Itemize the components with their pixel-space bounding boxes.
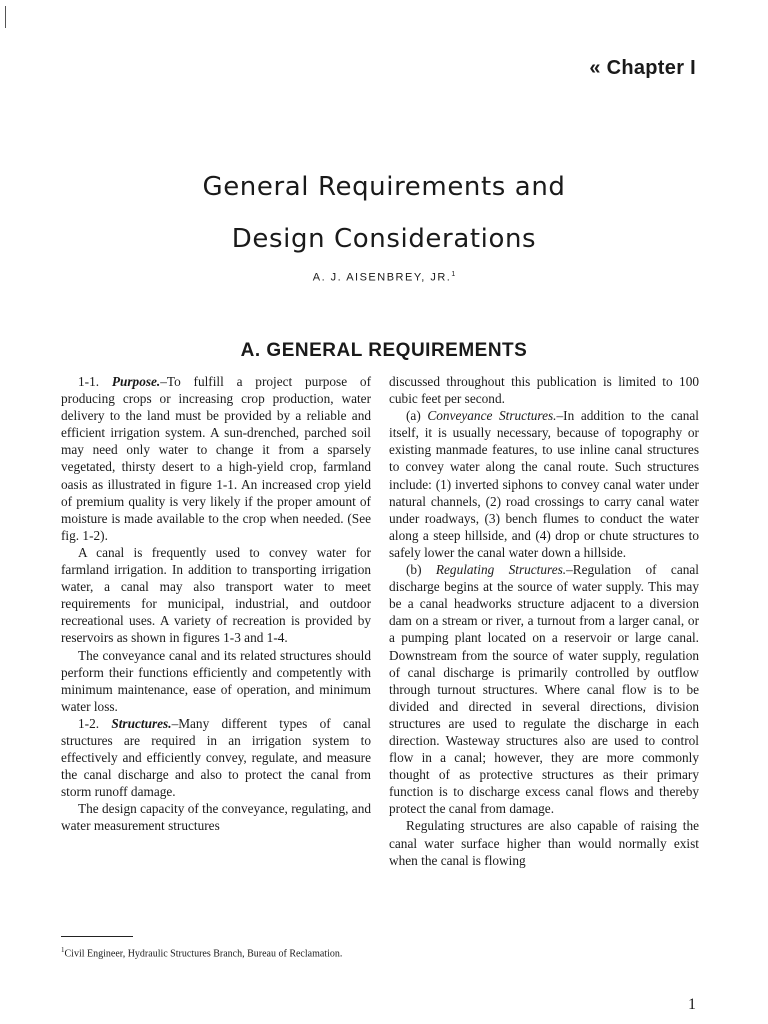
page-number: 1 [688, 996, 696, 1013]
paragraph-text: –Many different types of canal structures are required in an irrigation system to effectively and efficiently convey, regulate, and measure the canal discharge and also to protect the canal from storm runoff damage. [61, 715, 371, 800]
paragraph: The design capacity of the conveyance, regulating, and water measurement structures [61, 801, 371, 834]
section-heading: A. GENERAL REQUIREMENTS [240, 340, 528, 361]
footnote [61, 944, 371, 960]
item-label: (b) [406, 562, 422, 578]
item-label: (a) [406, 408, 421, 424]
paragraph: The conveyance canal and its related structures should perform their functions efficiently and competently with minimum maintenance, ease of operation, and minimum water loss. [61, 647, 371, 714]
paragraph-text: –In addition to the canal itself, it is usually necessary, because of topography or existing manmade features, to use inline canal structures to convey water along the canal route. Such structures include: (1) inverted siphons to convey canal water under natural channels, (2) road crossings to carry canal water under roadways, (3) bench flumes to conduct the water along a steep hillside, and (4) drop or chute structures to safely lower the canal water down a hillside. [389, 408, 699, 560]
author-name: A. J. AISENBREY, JR. [312, 271, 452, 284]
title-line-2: Design Considerations [231, 224, 537, 254]
paragraph-regulating [389, 561, 699, 817]
paragraph-text: –Regulation of canal discharge begins at the source of water supply. This may be a canal headworks structure adjacent to a diversion dam on a stream or river, a turnout from a larger canal, or a pumping plant located on a reservoir or large canal. Downstream from the source of water supply, regulation of canal discharge is primarily controlled by outflow through turnout structures. Where canal flow is to be divided and directed in several directions, division structures are used to regulate the discharge in each direction. Wasteway structures also are used to control flow in a canal; however, they are more commonly thought of as protective structures as their primary function is to discharge excess canal flows and thereby protect the canal from damage. [389, 562, 699, 817]
footnote-ref: 1 [61, 946, 65, 954]
paragraph-text: –To fulfill a project purpose of producing crops or increasing crop production, water delivery to the land must be provided by a reliable and efficient irrigation system. A sun-drenched, parched soil may need only water to change it from a sparsely vegetated, thirsty desert to a high-yield crop, farmland oasis as illustrated in figure 1-1. An increased crop yield of premium quality is very likely if the proper amount of moisture is made available to the crop when needed. (See fig. 1-2). [61, 374, 371, 543]
footnote-text: Civil Engineer, Hydraulic Structures Branch, Bureau of Reclamation. [64, 948, 343, 960]
paragraph-heading: Purpose. [111, 374, 161, 389]
paragraph-heading: Conveyance Structures. [427, 408, 557, 424]
paragraph-purpose [61, 373, 371, 544]
margin-mark [5, 6, 6, 28]
left-column [61, 373, 371, 835]
author-footnote-ref: 1 [451, 271, 456, 278]
paragraph-heading: Structures. [111, 715, 172, 731]
paragraph: Regulating structures are also capable of raising the canal water surface higher than would normally exist when the canal is flowing [389, 818, 699, 868]
title-line-1: General Requirements and [202, 172, 566, 202]
paragraph-number: 1-1. [78, 374, 100, 389]
right-column [389, 373, 699, 869]
paragraph-number: 1-2. [78, 715, 100, 731]
footnote-rule [61, 936, 133, 937]
paragraph-conveyance [389, 407, 699, 561]
chapter-label: « Chapter I [589, 57, 696, 79]
author [0, 271, 768, 284]
paragraph: discussed throughout this publication is limited to 100 cubic feet per second. [389, 374, 699, 407]
paragraph-structures [61, 715, 371, 800]
paragraph-heading: Regulating Structures. [435, 562, 567, 578]
paragraph: A canal is frequently used to convey water for farmland irrigation. In addition to transporting irrigation water, a canal may also transport water to meet requirements for municipal, industrial, and outdoor recreational uses. A variety of recreation is provided by reservoirs as shown in figures 1-3 and 1-4. [61, 544, 371, 646]
